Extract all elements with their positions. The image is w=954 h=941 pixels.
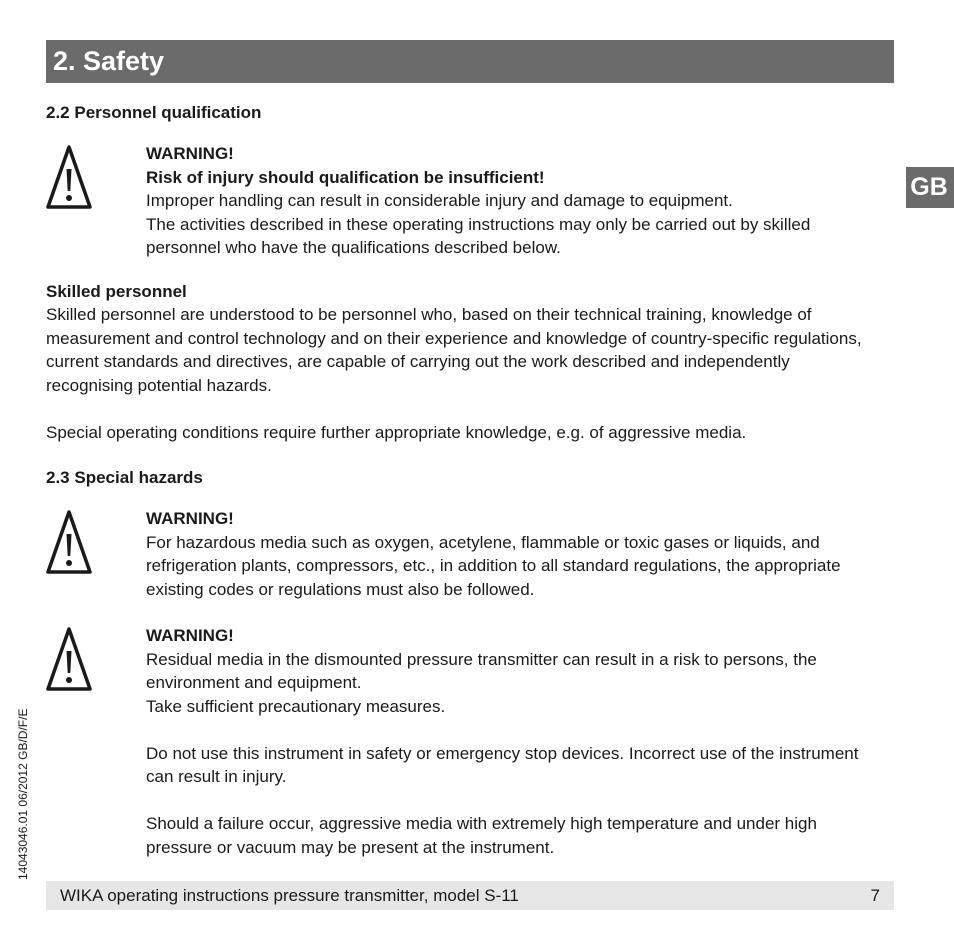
footer-text: WIKA operating instructions pressure transmitter, model S-11: [60, 885, 519, 905]
heading-personnel-qualification: 2.2 Personnel qualification: [46, 103, 262, 122]
warning-triangle-icon: [46, 626, 92, 692]
warning-label: WARNING!: [146, 509, 234, 528]
section-title: 2. Safety: [53, 46, 165, 76]
warning-triangle-icon: [46, 509, 92, 575]
warning-triangle-icon: [46, 144, 92, 210]
section-title-bar: [46, 40, 894, 83]
document-code: 14043046.01 06/2012 GB/D/F/E: [16, 708, 30, 880]
page-footer: [46, 881, 894, 910]
heading-special-hazards: 2.3 Special hazards: [46, 468, 203, 487]
warning-label: WARNING!: [146, 144, 234, 163]
heading-skilled-personnel: Skilled personnel: [46, 282, 187, 301]
language-tab: [906, 167, 954, 208]
page-number: 7: [870, 885, 880, 905]
warning-block-residual-media: [46, 624, 886, 859]
warning-label: WARNING!: [146, 626, 234, 645]
warning-block-hazardous-media: [46, 507, 886, 602]
warning-line: Improper handling can result in considerable injury and damage to equipment.: [146, 191, 733, 210]
language-tab-label: GB: [910, 173, 948, 201]
warning-text: Take sufficient precautionary measures.: [146, 696, 446, 716]
special-conditions-text: Special operating conditions require further appropriate knowledge, e.g. of aggressive media.: [46, 423, 747, 442]
warning-text: Do not use this instrument in safety or emergency stop devices. Incorrect use of the instrument can result in injury.: [146, 743, 859, 786]
skilled-personnel-text: Skilled personnel are understood to be personnel who, based on their technical training, knowledge of measurement and control technology and on their experience and knowledge of country-specific regulations, current standards and directives, are capable of carrying out the work described and independently recognising potential hazards.: [46, 305, 862, 395]
warning-text: Should a failure occur, aggressive media with extremely high temperature and under high pressure or vacuum may be present at the instrument.: [146, 814, 817, 857]
warning-text: For hazardous media such as oxygen, acetylene, flammable or toxic gases or liquids, and refrigeration plants, compressors, etc., in addition to all standard regulations, the appropriate existing codes or regulations must also be followed.: [146, 532, 841, 599]
warning-line: The activities described in these operating instructions may only be carried out by skilled personnel who have the qualifications described below.: [146, 214, 811, 257]
warning-subtitle: Risk of injury should qualification be insufficient!: [146, 167, 545, 187]
warning-block-qualification: [46, 142, 886, 257]
warning-text: Residual media in the dismounted pressure transmitter can result in a risk to persons, the environment and equipment.: [146, 649, 817, 692]
